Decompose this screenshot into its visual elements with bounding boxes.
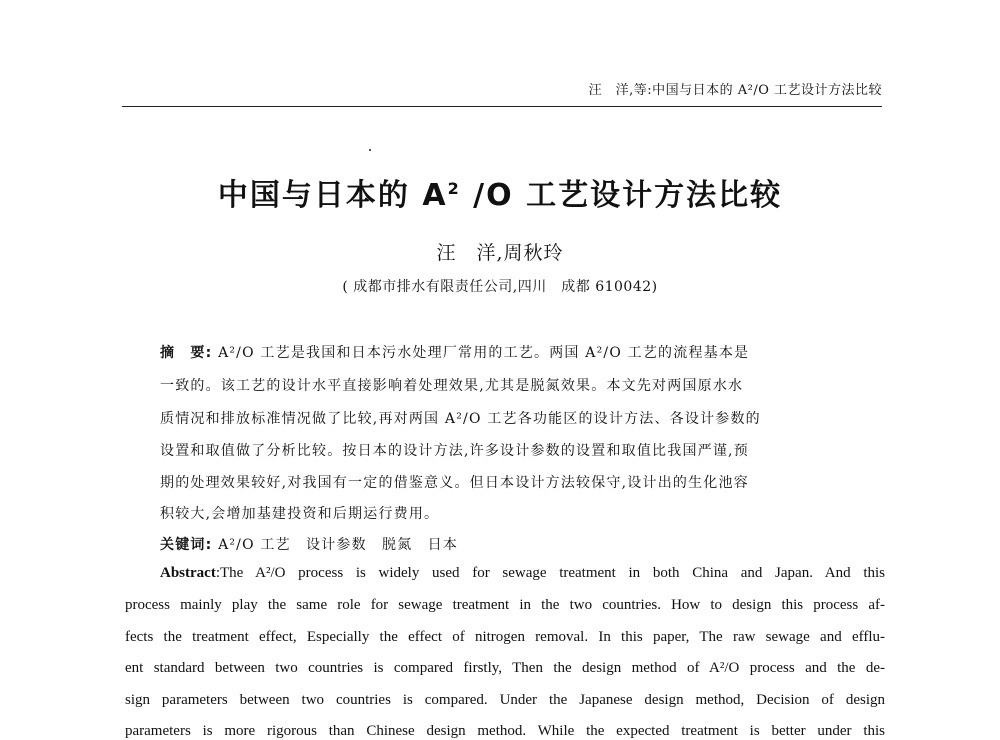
title-superscript: 2 bbox=[447, 179, 461, 198]
abstract-cn-label: 摘 要: bbox=[160, 345, 213, 361]
keywords-line bbox=[160, 534, 458, 554]
title-pre: 中国与日本的 A bbox=[217, 178, 448, 213]
running-header: 汪 洋,等:中国与日本的 A²/O 工艺设计方法比较 bbox=[588, 83, 882, 98]
keywords-text: A²/O 工艺 设计参数 脱氮 日本 bbox=[218, 537, 459, 553]
keywords-label: 关键词: bbox=[160, 537, 213, 553]
abstract-en-line bbox=[160, 565, 885, 582]
abstract-cn-line: 期的处理效果较好,对我国有一定的借鉴意义。但日本设计方法较保守,设计出的生化池容 bbox=[160, 475, 749, 491]
authors: 汪 洋,周秋玲 bbox=[436, 242, 564, 264]
abstract-cn-line: 积较大,会增加基建投资和后期运行费用。 bbox=[160, 506, 440, 522]
abstract-en-line: sign parameters between two countries is compared. Under the Japanese design method, Decision of design bbox=[125, 692, 885, 708]
abstract-en-line: fects the treatment effect, Especially the effect of nitrogen removal. In this paper, The raw sewage and efflu- bbox=[125, 629, 885, 645]
abstract-en-line: process mainly play the same role for sewage treatment in the two countries. How to design this process af- bbox=[125, 597, 885, 613]
abstract-cn-line: 一致的。该工艺的设计水平直接影响着处理效果,尤其是脱氮效果。本文先对两国原水水 bbox=[160, 378, 744, 394]
abstract-en-line: parameters is more rigorous than Chinese design method. While the expected treatment is better under this bbox=[125, 723, 885, 739]
paper-title bbox=[0, 170, 1000, 214]
abstract-en-line: ent standard between two countries is compared firstly, Then the design method of A²/O process and the de- bbox=[125, 660, 885, 676]
title-post: /O 工艺设计方法比较 bbox=[460, 178, 783, 213]
scan-speck bbox=[369, 149, 371, 151]
abstract-en-first: :The A²/O process is widely used for sewage treatment in both China and Japan. And this bbox=[215, 565, 885, 581]
abstract-cn-line: 设置和取值做了分析比较。按日本的设计方法,许多设计参数的设置和取值比我国严谨,预 bbox=[160, 443, 749, 459]
abstract-en-label: Abstract bbox=[160, 565, 216, 581]
header-rule bbox=[122, 106, 882, 107]
affiliation: ( 成都市排水有限责任公司,四川 成都 610042) bbox=[342, 279, 658, 295]
abstract-cn-line bbox=[160, 342, 749, 362]
abstract-cn-text: A²/O 工艺是我国和日本污水处理厂常用的工艺。两国 A²/O 工艺的流程基本是 bbox=[218, 345, 750, 361]
abstract-cn-line: 质情况和排放标准情况做了比较,再对两国 A²/O 工艺各功能区的设计方法、各设计参数的 bbox=[160, 411, 761, 427]
